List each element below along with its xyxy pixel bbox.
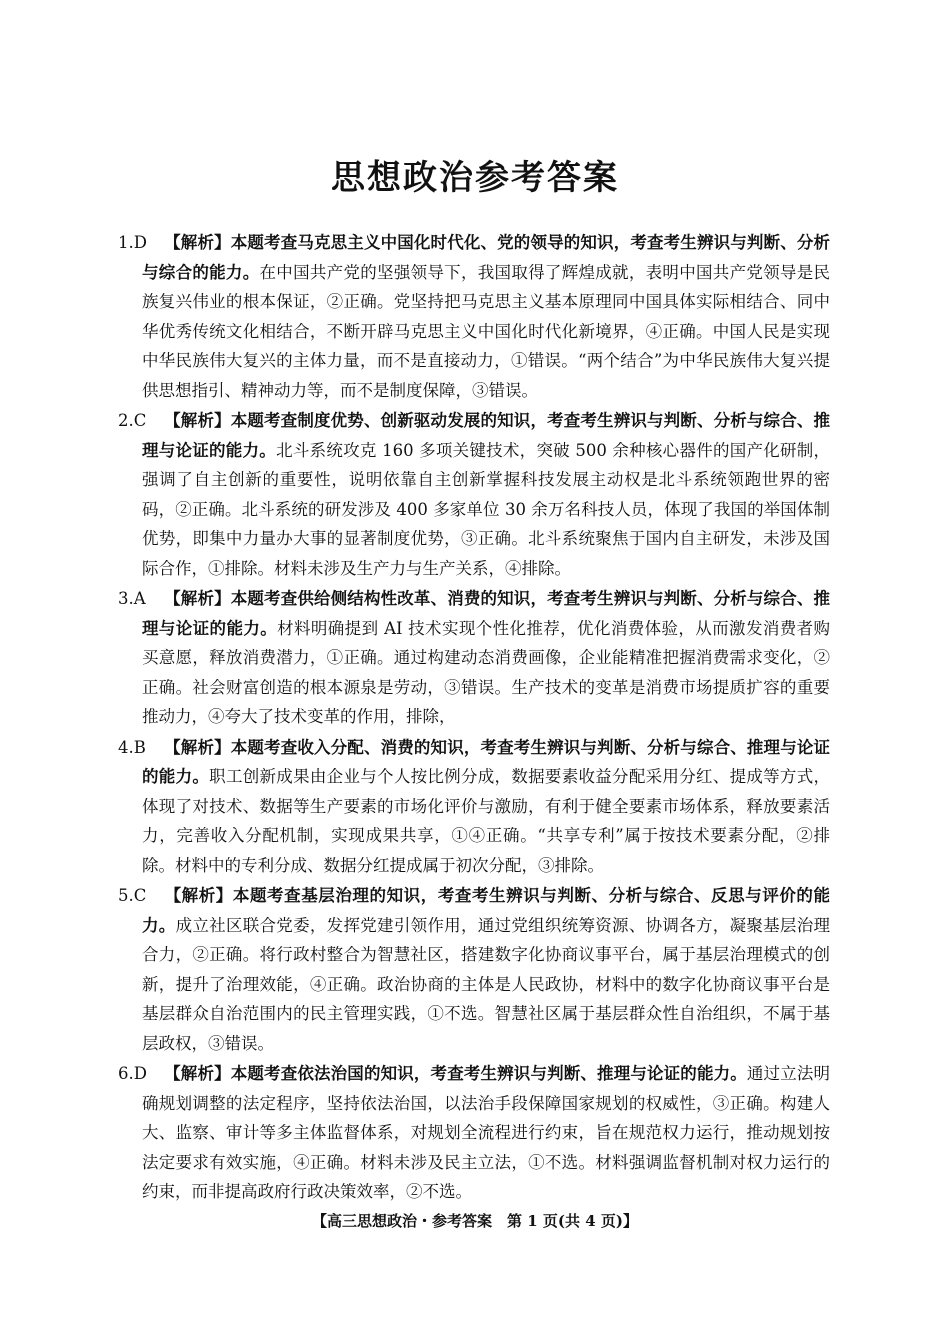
analysis-body: 在中国共产党的坚强领导下，我国取得了辉煌成就，表明中国共产党领导是民族复兴伟业的根本保证，②正确。党坚持把马克思主义基本原理同中国具体实际相结合、同中华优秀传统文化相结合，不断开辟马克思主义中国化时代化新境界，④正确。中国人民是实现中华民族伟大复兴的主体力量，而不是直接动力，①错误。“两个结合”为中华民族伟大复兴提供思想指引、精神动力等，而不是制度保障，③错误。 bbox=[142, 262, 831, 400]
analysis-body: 成立社区联合党委，发挥党建引领作用，通过党组织统筹资源、协调各方，凝聚基层治理合力，②正确。将行政村整合为智慧社区，搭建数字化协商议事平台，属于基层治理模式的创新，提升了治理效能，④正确。政治协商的主体是人民政协，材料中的数字化协商议事平台是基层群众自治范围内的民主管理实践，①不选。智慧社区属于基层群众性自治组织，不属于基层政权，③错误。 bbox=[142, 915, 831, 1053]
answer-item-2 bbox=[118, 406, 830, 583]
analysis-tag: 【解析】 bbox=[164, 886, 233, 905]
answer-number: 2.C bbox=[118, 411, 147, 430]
analysis-body: 北斗系统攻克 160 多项关键技术，突破 500 余种核心器件的国产化研制，强调了自主创新的重要性，说明依靠自主创新掌握科技发展主动权是北斗系统领跑世界的密码，②正确。北斗系统的研发涉及 400 多家单位 30 余万名科技人员，体现了我国的举国体制优势，即集中力量办大事的显著制度优势，③正确。北斗系统聚焦于国内自主研发，未涉及国际合作，①排除。材料未涉及生产力与生产关系，④排除。 bbox=[142, 440, 831, 578]
answer-item-4 bbox=[118, 733, 830, 881]
answer-item-3 bbox=[118, 584, 830, 732]
analysis-body: 职工创新成果由企业与个人按比例分成，数据要素收益分配采用分红、提成等方式，体现了对技术、数据等生产要素的市场化评价与激励，有利于健全要素市场体系，释放要素活力，完善收入分配机制，实现成果共享，①④正确。“共享专利”属于按技术要素分配，②排除。材料中的专利分成、数据分红提成属于初次分配，③排除。 bbox=[142, 767, 831, 875]
analysis-tag: 【解析】 bbox=[164, 233, 231, 252]
analysis-body: 通过立法明确规划调整的法定程序，坚持依法治国，以法治手段保障国家规划的权威性，③正确。构建人大、监察、审计等多主体监督体系，对规划全流程进行约束，旨在规范权力运行，推动规划按法定要求有效实施，④正确。材料未涉及民主立法，①不选。材料强调监督机制对权力运行的约束，而非提高政府行政决策效率，②不选。 bbox=[142, 1064, 831, 1201]
answer-item-5 bbox=[118, 881, 830, 1058]
analysis-tag: 【解析】 bbox=[164, 1064, 231, 1083]
answer-number: 3.A bbox=[118, 589, 146, 608]
analysis-tag: 【解析】 bbox=[164, 737, 231, 757]
answer-item-1 bbox=[118, 228, 830, 405]
analysis-tag: 【解析】 bbox=[164, 589, 231, 608]
page-title: 思想政治参考答案 bbox=[331, 158, 619, 198]
answer-list bbox=[118, 228, 830, 1208]
analysis-lead: 本题考查马克思主义中国化时代化、党的领导的知识，考查考生辨识与判断、分析与综合的能力。 bbox=[142, 233, 830, 282]
analysis-tag: 【解析】 bbox=[164, 411, 231, 430]
answer-number: 4.B bbox=[118, 737, 146, 757]
answer-number: 6.D bbox=[118, 1064, 147, 1083]
analysis-lead: 本题考查制度优势、创新驱动发展的知识，考查考生辨识与判断、分析与综合、推理与论证的能力。 bbox=[142, 411, 830, 460]
analysis-lead: 本题考查基层治理的知识，考查考生辨识与判断、分析与综合、反思与评价的能力。 bbox=[142, 886, 831, 935]
answer-number: 5.C bbox=[118, 886, 147, 905]
answer-number: 1.D bbox=[118, 233, 147, 252]
analysis-lead: 本题考查依法治国的知识，考查考生辨识与判断、推理与论证的能力。 bbox=[230, 1064, 747, 1083]
page-footer: 【高三思想政治・参考答案 第 1 页(共 4 页)】 bbox=[312, 1212, 638, 1230]
answer-item-6 bbox=[118, 1059, 830, 1207]
analysis-lead: 本题考查收入分配、消费的知识，考查考生辨识与判断、分析与综合、推理与论证的能力。 bbox=[142, 737, 830, 786]
analysis-body: 材料明确提到 AI 技术实现个性化推荐，优化消费体验，从而激发消费者购买意愿，释放消费潜力，①正确。通过构建动态消费画像，企业能精准把握消费需求变化，②正确。社会财富创造的根本源泉是劳动，③错误。生产技术的变革是消费市场提质扩容的重要推动力，④夸大了技术变革的作用，排除， bbox=[142, 618, 830, 726]
analysis-lead: 本题考查供给侧结构性改革、消费的知识，考查考生辨识与判断、分析与综合、推理与论证的能力。 bbox=[142, 589, 830, 638]
